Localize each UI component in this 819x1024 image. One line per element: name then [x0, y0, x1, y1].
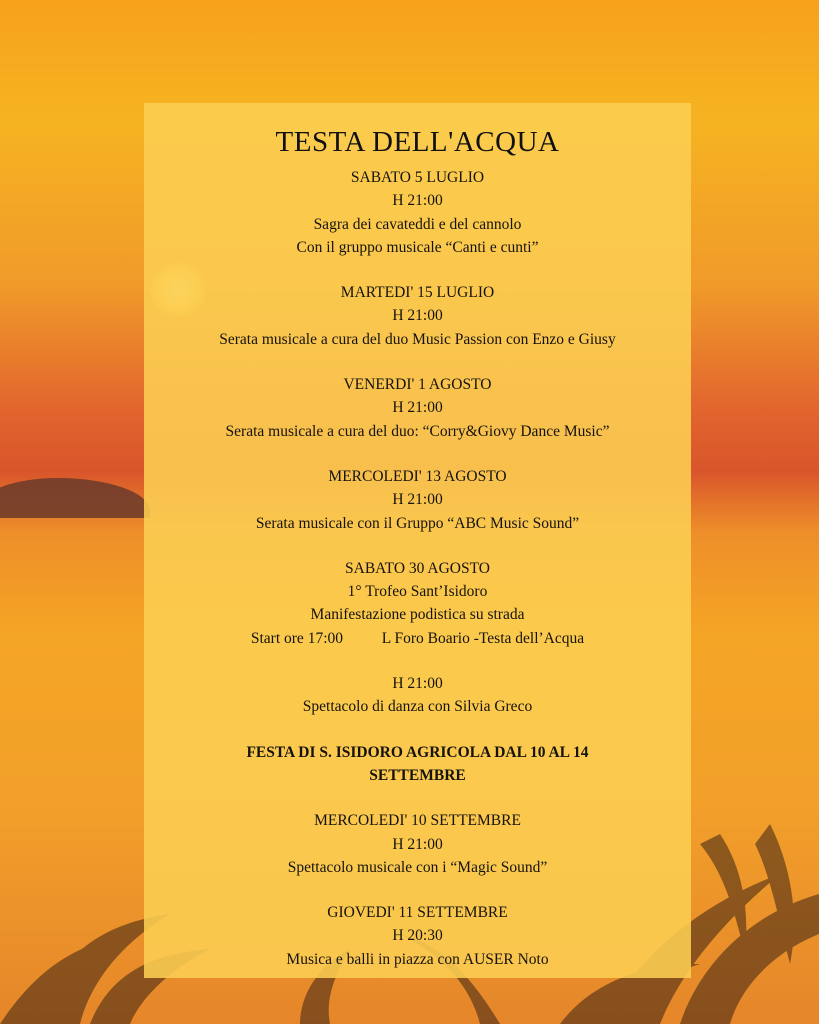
- event-block: [144, 465, 691, 535]
- event-start-row: [144, 627, 691, 650]
- event-description: 1° Trofeo Sant’Isidoro: [347, 583, 488, 601]
- event-start-time: Start ore 17:00: [250, 629, 343, 647]
- event-description: Manifestazione podistica su strada: [310, 606, 525, 624]
- event-date: MERCOLEDI' 13 AGOSTO: [328, 467, 507, 485]
- event-description: Spettacolo di danza con Silvia Greco: [302, 698, 533, 716]
- event-time: H 21:00: [392, 675, 443, 693]
- event-time: H 21:00: [392, 399, 443, 417]
- event-description: Sagra dei cavateddi e del cannolo: [313, 215, 522, 233]
- event-description: Musica e balli in piazza con AUSER Noto: [286, 950, 549, 968]
- event-location: L Foro Boario -Testa dell’Acqua: [381, 629, 585, 647]
- event-description: Serata musicale con il Gruppo “ABC Music Sound”: [255, 514, 580, 532]
- event-block: [144, 672, 691, 719]
- event-time: H 21:00: [392, 835, 443, 853]
- festa-heading-line: SETTEMBRE: [369, 766, 466, 784]
- festa-heading: [144, 741, 691, 788]
- event-date: MARTEDI' 15 LUGLIO: [340, 284, 495, 302]
- event-date: SABATO 5 LUGLIO: [350, 169, 485, 186]
- event-block: [144, 809, 691, 879]
- events-list: [144, 166, 691, 993]
- event-description: Serata musicale a cura del duo Music Passion con Enzo e Giusy: [219, 330, 616, 348]
- event-time: H 21:00: [392, 491, 443, 509]
- event-description: Serata musicale a cura del duo: “Corry&Giovy Dance Music”: [225, 422, 610, 440]
- event-block: [144, 557, 691, 650]
- event-time: H 20:30: [392, 927, 443, 945]
- event-block: [144, 373, 691, 443]
- page-title: TESTA DELL'ACQUA: [275, 126, 560, 158]
- festa-heading-line: FESTA DI S. ISIDORO AGRICOLA DAL 10 AL 14: [246, 743, 589, 761]
- event-description: Con il gruppo musicale “Canti e cunti”: [296, 238, 539, 256]
- event-date: MERCOLEDI' 10 SETTEMBRE: [314, 812, 521, 830]
- event-date: SABATO 30 AGOSTO: [345, 559, 490, 577]
- event-block: [144, 901, 691, 971]
- event-block: [144, 166, 691, 259]
- event-time: H 21:00: [392, 307, 443, 325]
- event-block: [144, 281, 691, 351]
- event-date: GIOVEDI' 11 SETTEMBRE: [327, 904, 508, 922]
- event-time: H 21:00: [392, 192, 443, 210]
- event-date: VENERDI' 1 AGOSTO: [343, 376, 492, 394]
- event-description: Spettacolo musicale con i “Magic Sound”: [287, 858, 548, 876]
